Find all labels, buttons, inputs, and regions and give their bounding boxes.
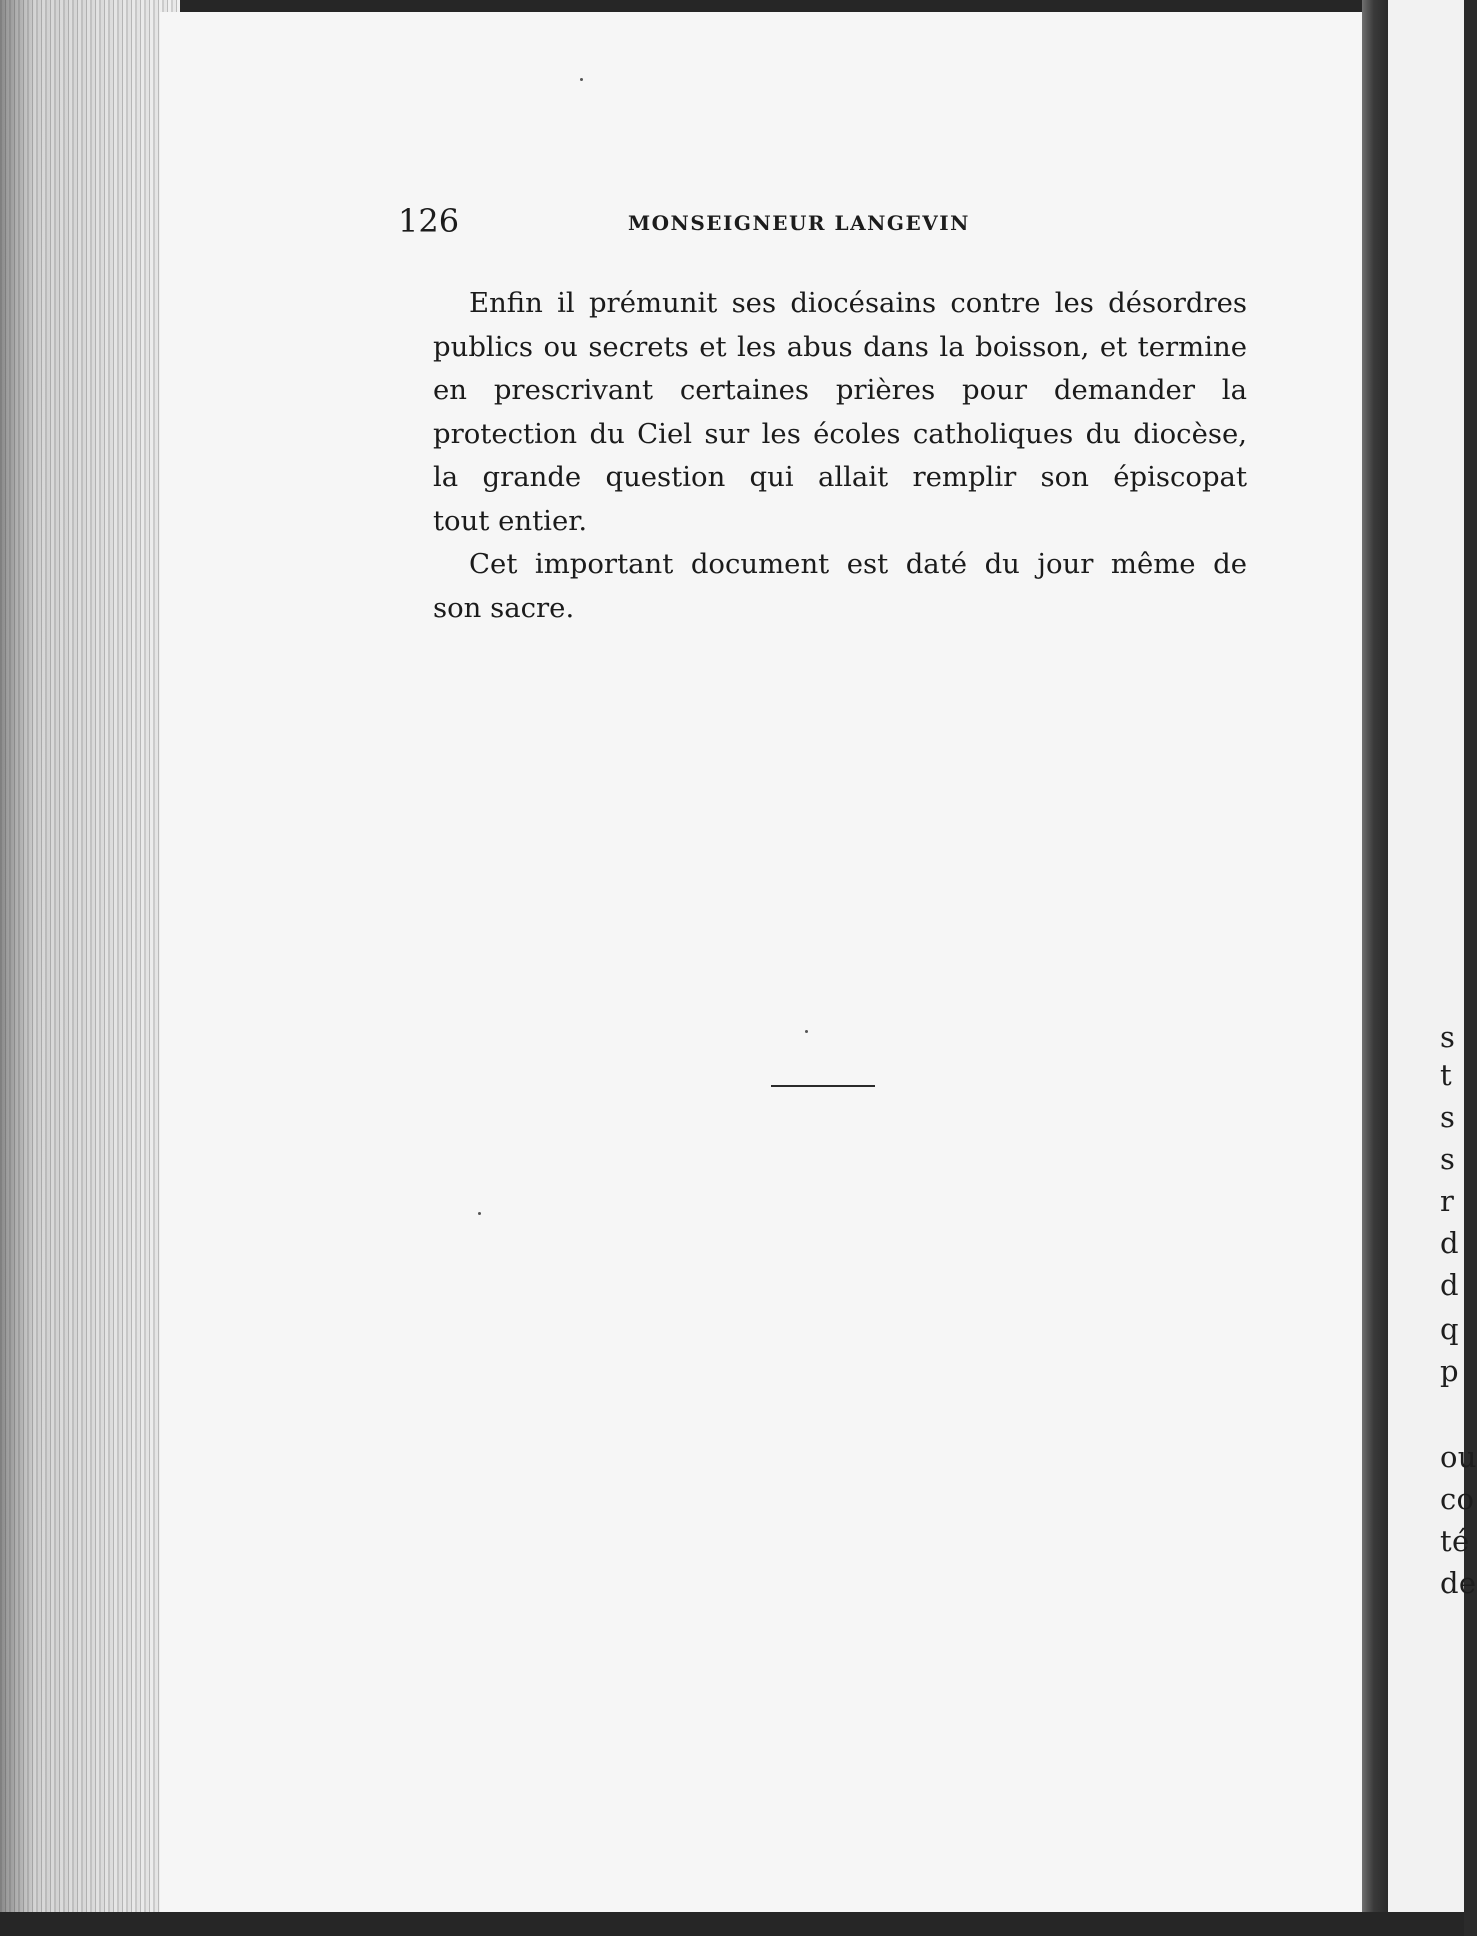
paragraph-1-line: protection du Ciel sur les écoles catholiques du diocèse, xyxy=(433,417,1247,450)
scan-border-top xyxy=(160,0,1370,12)
page-body xyxy=(397,282,1247,630)
paper-speck xyxy=(805,1030,808,1033)
facing-page-text-fragment: té xyxy=(1440,1524,1470,1558)
scan-border-bottom xyxy=(0,1912,1464,1936)
book-page-edges-shadow xyxy=(0,0,180,1936)
facing-page-text-fragment: de xyxy=(1440,1566,1477,1600)
facing-page-text-fragment: d xyxy=(1440,1226,1459,1260)
paragraph-2 xyxy=(397,543,1247,630)
paragraph-1-line: publics ou secrets et les abus dans la boisson, et termine xyxy=(433,330,1247,363)
paragraph-1-line: Enfin il prémunit ses diocésains contre les désordres xyxy=(469,287,1247,319)
paragraph-1-line: tout entier. xyxy=(433,504,588,537)
facing-page-text-fragment: ou xyxy=(1440,1440,1477,1474)
page-header xyxy=(398,202,1248,242)
paragraph-1-line: en prescrivant certaines prières pour demander la xyxy=(433,374,1247,406)
facing-page-text-fragment: co xyxy=(1440,1482,1475,1516)
running-title: MONSEIGNEUR LANGEVIN xyxy=(628,211,970,235)
paragraph-2-line: Cet important document est daté du jour même de xyxy=(469,548,1247,580)
facing-page-text-fragment: t xyxy=(1440,1058,1452,1092)
facing-page-text-fragment: r xyxy=(1440,1184,1455,1218)
facing-page-text-fragment: q xyxy=(1440,1312,1459,1346)
page-number: 126 xyxy=(398,202,460,240)
facing-page-text-fragment: p xyxy=(1440,1354,1459,1388)
facing-page-edge xyxy=(1388,0,1464,1936)
facing-page-text-fragment: s xyxy=(1440,1020,1456,1054)
paper-speck xyxy=(478,1212,481,1215)
facing-page-text-fragment: d xyxy=(1440,1268,1459,1302)
book-gutter xyxy=(1362,0,1388,1936)
paragraph-1-line: la grande question qui allait remplir son épiscopat xyxy=(433,461,1247,493)
end-of-chapter-rule xyxy=(771,1085,875,1087)
paper-speck xyxy=(580,78,583,81)
facing-page-text-fragment: s xyxy=(1440,1100,1456,1134)
facing-page-text-fragment: s xyxy=(1440,1142,1456,1176)
paragraph-1 xyxy=(397,282,1247,543)
paragraph-2-line: son sacre. xyxy=(433,591,575,624)
